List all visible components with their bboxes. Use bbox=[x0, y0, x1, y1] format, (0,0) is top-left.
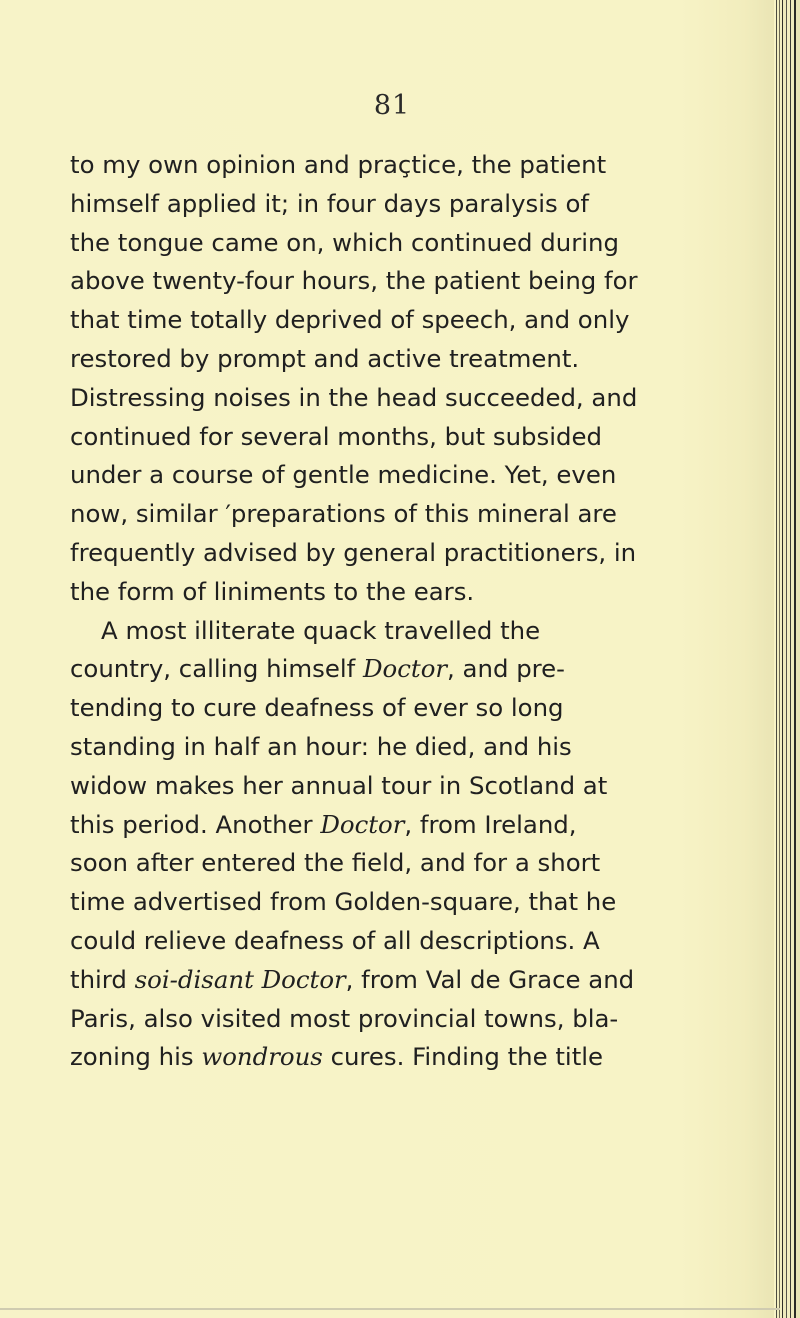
text-line: that time totally deprived of speech, and only bbox=[70, 305, 630, 335]
book-spine-edge bbox=[774, 0, 800, 1318]
text-line: above twenty-four hours, the patient being for bbox=[70, 266, 638, 296]
text-line: continued for several months, but subsided bbox=[70, 421, 602, 451]
text-line: restored by prompt and active treatment. bbox=[70, 343, 580, 373]
italic-term: Doctor bbox=[363, 654, 448, 684]
text-line: third soi-disant Doctor, from Val de Grace and bbox=[70, 964, 635, 994]
text-line: Distressing noises in the head succeeded, and bbox=[70, 382, 638, 412]
text-line: country, calling himself Doctor, and pre- bbox=[70, 654, 565, 684]
italic-term: wondrous bbox=[201, 1042, 323, 1072]
text-line: now, similar ′preparations of this mineral are bbox=[70, 499, 617, 529]
text-line: tending to cure deafness of ever so long bbox=[70, 693, 564, 723]
text-line: time advertised from Golden-square, that he bbox=[70, 887, 617, 917]
text-line: the tongue came on, which continued during bbox=[70, 227, 619, 257]
page-number: 81 bbox=[373, 90, 411, 121]
text-line: soon after entered the field, and for a short bbox=[70, 848, 601, 878]
text-line: to my own opinion and praçtice, the patient bbox=[70, 150, 607, 179]
text-line: himself applied it; in four days paralysis of bbox=[70, 188, 589, 218]
text-line: under a course of gentle medicine. Yet, even bbox=[70, 460, 617, 490]
page-bottom-edge bbox=[0, 1308, 780, 1310]
text-line: this period. Another Doctor, from Ireland, bbox=[70, 809, 577, 839]
text-line: could relieve deafness of all descriptions. A bbox=[70, 925, 600, 955]
italic-term: Doctor bbox=[320, 809, 405, 839]
paragraph-first-line: A most illiterate quack travelled the bbox=[101, 615, 541, 645]
text-line: the form of liniments to the ears. bbox=[70, 576, 475, 606]
text-line: widow makes her annual tour in Scotland at bbox=[70, 770, 608, 800]
text-line: zoning his wondrous cures. Finding the title bbox=[70, 1042, 604, 1072]
text-line: frequently advised by general practitioners, in bbox=[70, 537, 637, 567]
text-line: Paris, also visited most provincial towns, bla- bbox=[70, 1003, 619, 1033]
text-line: standing in half an hour: he died, and his bbox=[70, 731, 572, 761]
body-text bbox=[70, 146, 750, 1077]
italic-term: soi-disant Doctor bbox=[134, 964, 346, 994]
